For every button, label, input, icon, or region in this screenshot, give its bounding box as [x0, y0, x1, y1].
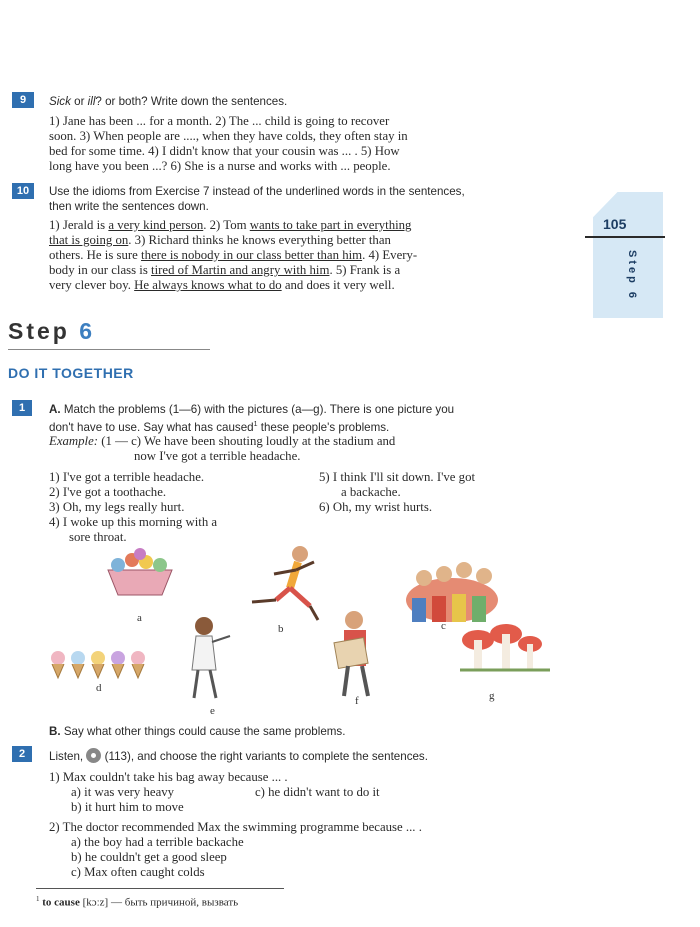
- part-b-label: B.: [49, 725, 61, 738]
- footnote-ref: 1: [253, 421, 258, 428]
- problem-item: 2) I've got a toothache.: [49, 485, 167, 499]
- ex10-text: . 2) Tom: [203, 218, 250, 232]
- page-number: 105: [603, 216, 627, 232]
- audio-disc-icon: [86, 748, 101, 763]
- problem-item: 1) I've got a terrible headache.: [49, 470, 205, 484]
- question: 1) Max couldn't take his bag away because ... .: [49, 770, 288, 784]
- ex10-text: 1) Jerald is: [49, 218, 109, 232]
- ex9-line: long have you been ...? 6) She is a nurse and works with ... people.: [49, 159, 391, 173]
- problem-item: 5) I think I'll sit down. I've got: [319, 470, 476, 484]
- picture-e: [192, 617, 230, 698]
- picture-label-f: f: [355, 695, 359, 707]
- exercise-10-number: 10: [12, 183, 34, 199]
- pictures-area: [40, 540, 580, 720]
- step-heading: [8, 318, 95, 345]
- part-a-label: A.: [49, 403, 61, 416]
- example-label: Example:: [49, 434, 99, 448]
- ex10-text: body in our class is: [49, 263, 152, 277]
- exercise-9-number: 9: [12, 92, 34, 108]
- ex9-line: soon. 3) When people are ...., when they have colds, they often stay in: [49, 129, 408, 143]
- exercise-9-text: [49, 114, 561, 174]
- problems-right: [319, 470, 569, 515]
- picture-label-b: b: [278, 623, 284, 635]
- answer-option: c) Max often caught colds: [71, 865, 205, 879]
- ex10-text: and does it very well.: [281, 278, 395, 292]
- exercise-2-instruction: [49, 748, 428, 764]
- ex10-text: . 5) Frank is a: [329, 263, 401, 277]
- answer-option: c) he didn't want to do it: [255, 785, 380, 799]
- problem-item: sore throat.: [69, 530, 127, 544]
- part-a-text: don't have to use. Say what has caused: [49, 420, 254, 434]
- exercise-1-number: 1: [12, 400, 32, 416]
- picture-f: [334, 611, 368, 696]
- page-tab-rule: [585, 236, 665, 238]
- instruction-text: (113), and choose the right variants to complete the sentences.: [104, 750, 428, 763]
- picture-label-d: d: [96, 682, 102, 694]
- picture-g: [460, 624, 550, 670]
- exercise-2-number: 2: [12, 746, 32, 762]
- underlined-phrase: there is nobody in our class better than him: [141, 248, 363, 262]
- picture-label-e: e: [210, 705, 215, 717]
- footnote-rule: [36, 888, 284, 889]
- side-tab-label: Step 6: [626, 250, 638, 302]
- instruction-rest: ? or both? Write down the sentences.: [95, 95, 288, 108]
- problem-item: 4) I woke up this morning with a: [49, 515, 218, 529]
- example-text: now I've got a terrible headache.: [134, 449, 301, 463]
- ex9-line: bed for some time. 4) I didn't know that your cousin was ... . 5) How: [49, 144, 400, 158]
- answer-option: b) he couldn't get a good sleep: [71, 850, 227, 864]
- example: [49, 434, 561, 464]
- picture-d: [51, 651, 145, 678]
- instruction-or: or: [70, 95, 88, 108]
- exercise-10-instruction: [49, 184, 465, 214]
- problem-item: a backache.: [341, 485, 401, 499]
- step-rule: [8, 349, 210, 350]
- step-number: 6: [79, 318, 96, 344]
- problem-item: 3) Oh, my legs really hurt.: [49, 500, 185, 514]
- section-title: DO IT TOGETHER: [8, 365, 134, 381]
- picture-a: [108, 548, 172, 595]
- ex10-text: . 4) Every-: [362, 248, 418, 262]
- exercise-1-instruction: [49, 402, 569, 435]
- answer-option: a) it was very heavy: [71, 785, 175, 799]
- footnote-dash: —: [110, 896, 122, 909]
- underlined-phrase: tired of Martin and angry with him: [151, 263, 330, 277]
- footnote-transcription: [kɔːz]: [82, 896, 109, 909]
- part-a-text: these people's problems.: [257, 420, 390, 434]
- exercise-2-questions: [49, 770, 569, 880]
- footnote-translation: быть причиной, вызвать: [124, 896, 239, 909]
- underlined-phrase: a very kind person: [108, 218, 204, 232]
- exercise-9-instruction: [49, 94, 287, 109]
- ex10-instruction-line: then write the sentences down.: [49, 200, 209, 213]
- footnote-mark: 1: [36, 895, 40, 903]
- picture-label-c: c: [441, 620, 446, 632]
- part-b: [49, 724, 345, 739]
- ex10-instruction-line: Use the idioms from Exercise 7 instead of the underlined words in the sentences,: [49, 185, 465, 198]
- picture-label-g: g: [489, 690, 495, 702]
- part-a-text: Match the problems (1—6) with the pictures (a—g). There is one picture you: [60, 403, 455, 416]
- picture-c: [406, 562, 498, 622]
- question: 2) The doctor recommended Max the swimming programme because ... .: [49, 820, 422, 834]
- underlined-phrase: that is going on: [49, 233, 129, 247]
- picture-b: [252, 546, 318, 620]
- step-word: Step: [8, 318, 70, 344]
- footnote: [36, 895, 238, 909]
- picture-label-a: a: [137, 612, 142, 624]
- answer-option: b) it hurt him to move: [71, 800, 184, 814]
- ex10-text: . 3) Richard thinks he knows everything better than: [128, 233, 391, 247]
- problems-left: [49, 470, 314, 545]
- footnote-term: to cause: [42, 896, 80, 909]
- word-ill: ill: [87, 95, 96, 108]
- problem-item: 6) Oh, my wrist hurts.: [319, 500, 433, 514]
- ex10-text: others. He is sure: [49, 248, 142, 262]
- part-b-text: Say what other things could cause the same problems.: [60, 725, 346, 738]
- ex9-line: 1) Jane has been ... for a month. 2) The ... child is going to recover: [49, 114, 390, 128]
- answer-option: a) the boy had a terrible backache: [71, 835, 244, 849]
- word-sick: Sick: [49, 95, 71, 108]
- ex10-text: very clever boy.: [49, 278, 135, 292]
- example-text: (1 — c) We have been shouting loudly at the stadium and: [98, 434, 396, 448]
- instruction-text: Listen,: [49, 750, 84, 763]
- underlined-phrase: wants to take part in everything: [249, 218, 412, 232]
- underlined-phrase: He always knows what to do: [134, 278, 282, 292]
